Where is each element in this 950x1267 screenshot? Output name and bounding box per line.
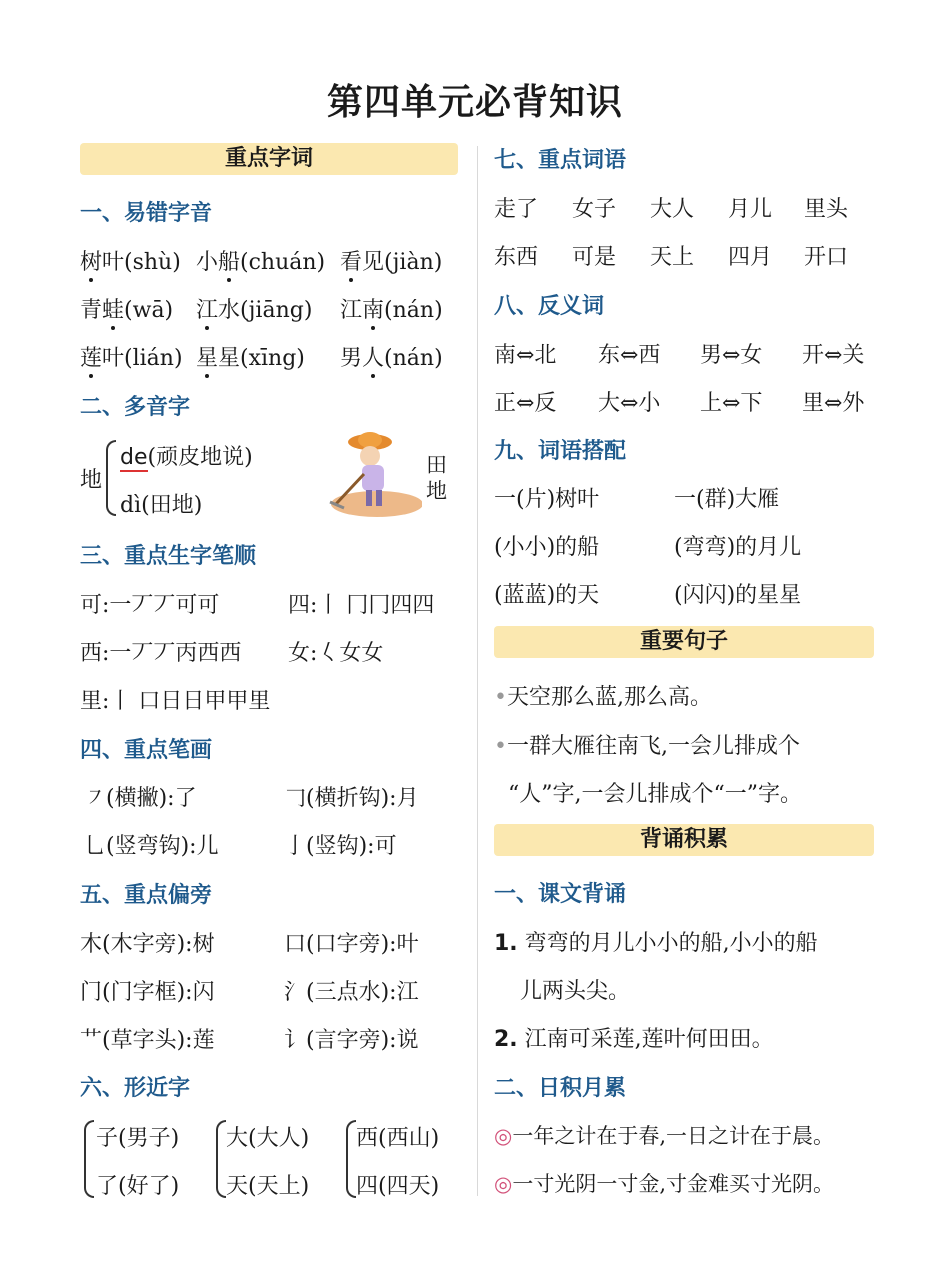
illustration-label: 田地 [426,453,447,503]
phrase-item: 开口 [804,245,849,270]
stroke-order-item: 四:丨 冂冂四四 [288,593,435,618]
antonym-item: 大⇔小 [598,391,661,416]
stroke-item: 亅(竖钩):可 [284,834,397,859]
radical-item: 门(门字框):闪 [80,980,215,1005]
proverb-1: ◎一年之计在于春,一日之计在于晨。 [494,1124,835,1148]
stroke-order-item: 可:一丆丆可可 [80,593,220,618]
heading-text-recitation: 一、课文背诵 [494,882,627,907]
stroke-item: 𠃌(横折钩):月 [284,786,419,811]
collocation-item: 一(群)大雁 [674,487,780,512]
radical-item: 艹(草字头):莲 [80,1028,215,1053]
collocation-item: 一(片)树叶 [494,487,600,512]
proverb-2: ◎一寸光阴一寸金,寸金难买寸光阴。 [494,1172,835,1196]
circle-mark-icon: ◎ [494,1172,513,1196]
polyphone-reading-2: dì(田地) [120,493,203,518]
pinyin-item: 小船(chuán) [196,245,325,276]
heading-radicals: 五、重点偏旁 [80,883,213,908]
section-band-key-sentences: 重要句子 [494,626,874,658]
circle-mark-icon: ◎ [494,1124,513,1148]
antonym-item: 东⇔西 [598,343,661,368]
collocation-item: (蓝蓝)的天 [494,583,600,608]
heading-key-strokes: 四、重点笔画 [80,738,213,763]
brace [106,440,116,516]
heading-stroke-order: 三、重点生字笔顺 [80,544,257,569]
similar-char-item: 大(大人) [226,1126,310,1151]
recitation-1-line-2: 儿两头尖。 [520,979,631,1004]
column-divider [477,146,478,1196]
brace [84,1120,94,1198]
antonym-item: 南⇔北 [494,343,557,368]
pinyin-item: 看见(jiàn) [340,245,442,276]
phrase-item: 天上 [650,245,695,270]
heading-key-phrases: 七、重点词语 [494,148,627,173]
heading-polyphone: 二、多音字 [80,395,191,420]
collocation-item: (闪闪)的星星 [674,583,802,608]
heading-similar-chars: 六、形近字 [80,1076,191,1101]
similar-char-item: 西(西山) [356,1126,440,1151]
antonym-item: 男⇔女 [700,343,763,368]
pinyin-item: 星星(xīng) [196,341,305,372]
heading-collocations: 九、词语搭配 [494,439,627,464]
section-band-recitation: 背诵积累 [494,824,874,856]
pinyin-item: 青蛙(wā) [80,293,173,324]
sentence-2-line-2: “人”字,一会儿排成个“一”字。 [508,782,802,807]
phrase-item: 大人 [650,197,695,222]
sentence-2-line-1: •一群大雁往南飞,一会儿排成个 [494,734,800,759]
heading-antonyms: 八、反义词 [494,294,605,319]
polyphone-reading-1: de(顽皮地说) [120,445,253,470]
phrase-item: 东西 [494,245,539,270]
pinyin-item: 莲叶(lián) [80,341,183,372]
stroke-item: ㇇(横撇):了 [84,786,197,811]
brace [216,1120,226,1198]
antonym-item: 里⇔外 [802,391,865,416]
heading-pronunciation: 一、易错字音 [80,201,213,226]
farmer-illustration [322,432,422,522]
page-title: 第四单元必背知识 [326,82,623,123]
stroke-order-item: 西:一丆丆丙西西 [80,641,242,666]
pinyin-item: 树叶(shù) [80,245,181,276]
collocation-item: (弯弯)的月儿 [674,535,802,560]
similar-char-item: 天(天上) [226,1174,310,1199]
pinyin-item: 江水(jiāng) [196,293,312,324]
phrase-item: 女子 [572,197,617,222]
similar-char-item: 了(好了) [96,1174,180,1199]
phrase-item: 月儿 [728,197,773,222]
polyphone-char: 地 [80,468,103,493]
pinyin-item: 男人(nán) [340,341,443,372]
similar-char-item: 子(男子) [96,1126,180,1151]
radical-item: 讠(言字旁):说 [284,1028,419,1053]
pinyin-item: 江南(nán) [340,293,443,324]
phrase-item: 走了 [494,197,539,222]
radical-item: 氵(三点水):江 [284,980,419,1005]
stroke-order-item: 女:𡿨女女 [288,641,384,666]
antonym-item: 正⇔反 [494,391,557,416]
phrase-item: 可是 [572,245,617,270]
phrase-item: 里头 [804,197,849,222]
antonym-item: 开⇔关 [802,343,865,368]
recitation-1-line-1: 1. 弯弯的月儿小小的船,小小的船 [494,931,818,956]
brace [346,1120,356,1198]
heading-daily-accumulation: 二、日积月累 [494,1076,627,1101]
similar-char-item: 四(四天) [356,1174,440,1199]
radical-item: 木(木字旁):树 [80,932,215,957]
sentence-1: •天空那么蓝,那么高。 [494,685,712,710]
radical-item: 口(口字旁):叶 [284,932,419,957]
stroke-order-item: 里:丨 口日日甲甲里 [80,689,271,714]
antonym-item: 上⇔下 [700,391,763,416]
phrase-item: 四月 [728,245,773,270]
stroke-item: 乚(竖弯钩):儿 [84,834,219,859]
section-band-key-words: 重点字词 [80,143,458,175]
recitation-2: 2. 江南可采莲,莲叶何田田。 [494,1027,774,1052]
dotted-char: 树 [80,245,102,276]
collocation-item: (小小)的船 [494,535,600,560]
